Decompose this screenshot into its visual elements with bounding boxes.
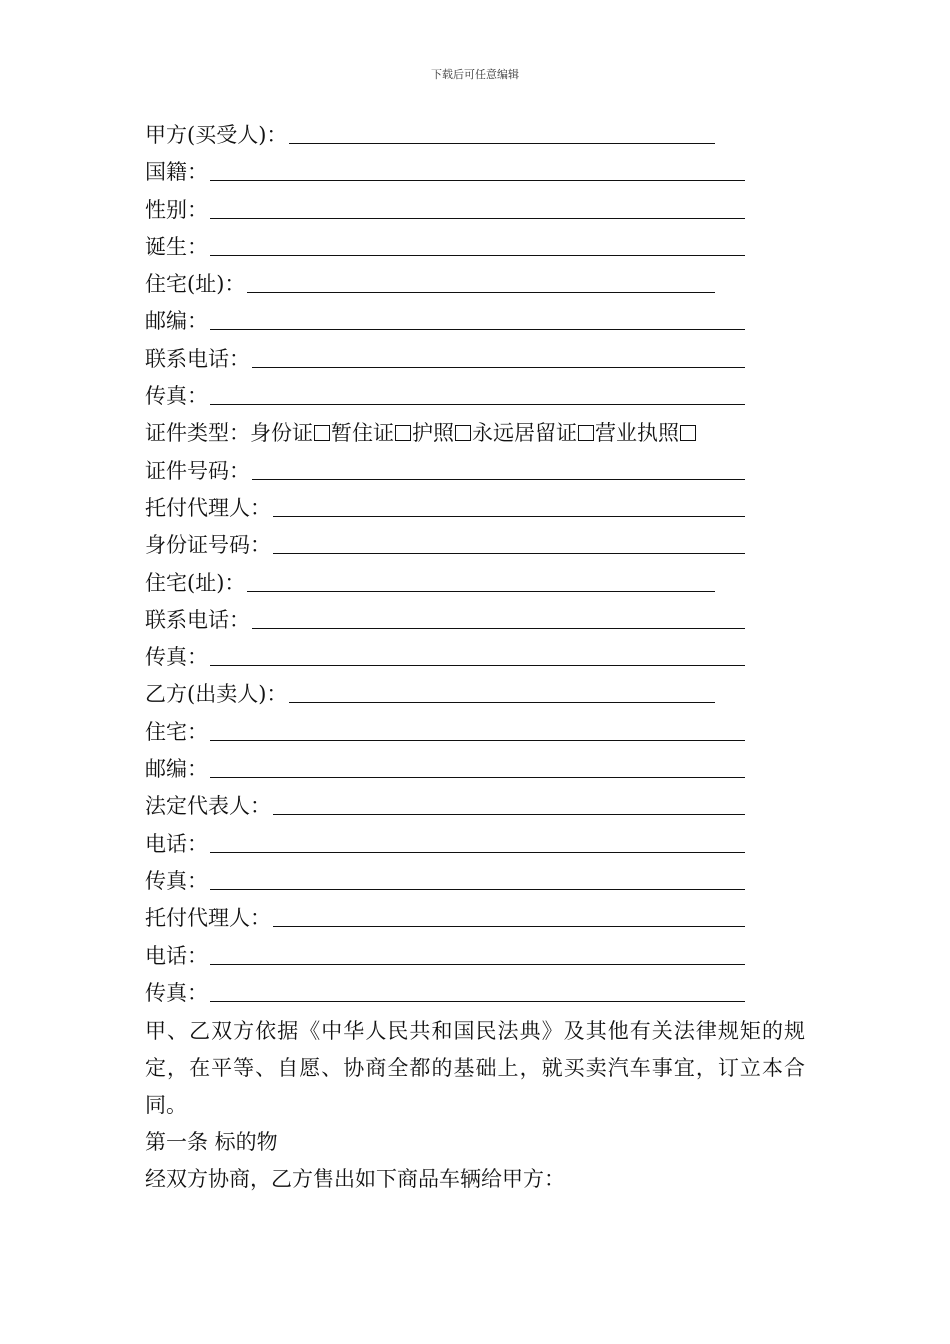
id-type-option-label: 暂住证 bbox=[331, 421, 394, 446]
form-row bbox=[145, 565, 810, 602]
blank-line[interactable] bbox=[210, 826, 745, 853]
id-type-label: 证件类型： bbox=[145, 421, 250, 446]
id-type-option-label: 永远居留证 bbox=[472, 421, 577, 446]
form-row bbox=[145, 602, 810, 639]
agent-and-party-b-fields bbox=[145, 453, 810, 1012]
form-row bbox=[145, 490, 810, 527]
checkbox[interactable] bbox=[680, 425, 696, 441]
article-1-title: 第一条 标的物 bbox=[145, 1130, 278, 1155]
form-row bbox=[145, 639, 810, 676]
blank-line[interactable] bbox=[210, 714, 745, 741]
field-label: 联系电话： bbox=[145, 346, 250, 371]
field-label: 住宅： bbox=[145, 719, 208, 744]
field-label: 住宅(址)： bbox=[145, 272, 246, 297]
blank-line[interactable] bbox=[210, 192, 745, 219]
blank-line[interactable] bbox=[273, 490, 745, 517]
field-label: 托付代理人： bbox=[145, 495, 271, 520]
field-label: 传真： bbox=[145, 645, 208, 670]
id-type-option-label: 营业执照 bbox=[595, 421, 679, 446]
id-type-row bbox=[145, 415, 810, 452]
field-label: 电话： bbox=[145, 943, 208, 968]
field-label: 乙方(出卖人)： bbox=[145, 682, 288, 707]
id-type-options bbox=[250, 421, 697, 445]
form-row bbox=[145, 453, 810, 490]
form-row bbox=[145, 751, 810, 788]
field-label: 法定代表人： bbox=[145, 794, 271, 819]
blank-line[interactable] bbox=[252, 602, 745, 629]
field-label: 身份证号码： bbox=[145, 533, 271, 558]
article-1-text: 经双方协商，乙方售出如下商品车辆给甲方： bbox=[145, 1167, 565, 1192]
blank-line[interactable] bbox=[210, 378, 745, 405]
blank-line[interactable] bbox=[273, 900, 745, 927]
blank-line[interactable] bbox=[289, 117, 715, 144]
field-label: 诞生： bbox=[145, 234, 208, 259]
blank-line[interactable] bbox=[273, 527, 745, 554]
form-row bbox=[145, 863, 810, 900]
form-row bbox=[145, 341, 810, 378]
blank-line[interactable] bbox=[247, 266, 715, 293]
field-label: 证件号码： bbox=[145, 458, 250, 483]
form-row bbox=[145, 788, 810, 825]
page-header: 下载后可任意编辑 bbox=[431, 68, 519, 81]
id-type-option-label: 护照 bbox=[412, 421, 454, 446]
form-row bbox=[145, 938, 810, 975]
form-row bbox=[145, 266, 810, 303]
field-label: 电话： bbox=[145, 831, 208, 856]
form-row bbox=[145, 378, 810, 415]
field-label: 传真： bbox=[145, 384, 208, 409]
id-type-option-label: 身份证 bbox=[250, 421, 313, 446]
contract-form bbox=[145, 117, 810, 1198]
form-row bbox=[145, 303, 810, 340]
intro-paragraph: 甲、乙双方依据《中华人民共和国民法典》及其他有关法律规矩的规定，在平等、自愿、协商全都的基础上，就买卖汽车事宜，订立本合同。 bbox=[145, 1019, 805, 1118]
field-label: 联系电话： bbox=[145, 607, 250, 632]
field-label: 传真： bbox=[145, 868, 208, 893]
field-label: 邮编： bbox=[145, 757, 208, 782]
checkbox[interactable] bbox=[395, 425, 411, 441]
field-label: 邮编： bbox=[145, 309, 208, 334]
field-label: 性别： bbox=[145, 197, 208, 222]
form-row bbox=[145, 900, 810, 937]
field-label: 托付代理人： bbox=[145, 906, 271, 931]
form-row bbox=[145, 117, 810, 154]
blank-line[interactable] bbox=[210, 938, 745, 965]
blank-line[interactable] bbox=[210, 975, 745, 1002]
field-label: 住宅(址)： bbox=[145, 570, 246, 595]
blank-line[interactable] bbox=[247, 565, 715, 592]
blank-line[interactable] bbox=[210, 154, 745, 181]
blank-line[interactable] bbox=[210, 229, 745, 256]
checkbox[interactable] bbox=[314, 425, 330, 441]
checkbox[interactable] bbox=[455, 425, 471, 441]
field-label: 甲方(买受人)： bbox=[145, 123, 288, 147]
field-label: 传真： bbox=[145, 980, 208, 1005]
field-label: 国籍： bbox=[145, 160, 208, 185]
blank-line[interactable] bbox=[210, 639, 745, 666]
form-row bbox=[145, 154, 810, 191]
blank-line[interactable] bbox=[210, 751, 745, 778]
blank-line[interactable] bbox=[252, 453, 745, 480]
form-row bbox=[145, 192, 810, 229]
form-row bbox=[145, 527, 810, 564]
form-row bbox=[145, 229, 810, 266]
blank-line[interactable] bbox=[289, 676, 715, 703]
form-row bbox=[145, 714, 810, 751]
blank-line[interactable] bbox=[210, 863, 745, 890]
party-a-fields bbox=[145, 117, 810, 415]
form-row bbox=[145, 975, 810, 1012]
form-row bbox=[145, 826, 810, 863]
form-row bbox=[145, 676, 810, 713]
blank-line[interactable] bbox=[273, 788, 745, 815]
blank-line[interactable] bbox=[252, 341, 745, 368]
blank-line[interactable] bbox=[210, 303, 745, 330]
checkbox[interactable] bbox=[578, 425, 594, 441]
